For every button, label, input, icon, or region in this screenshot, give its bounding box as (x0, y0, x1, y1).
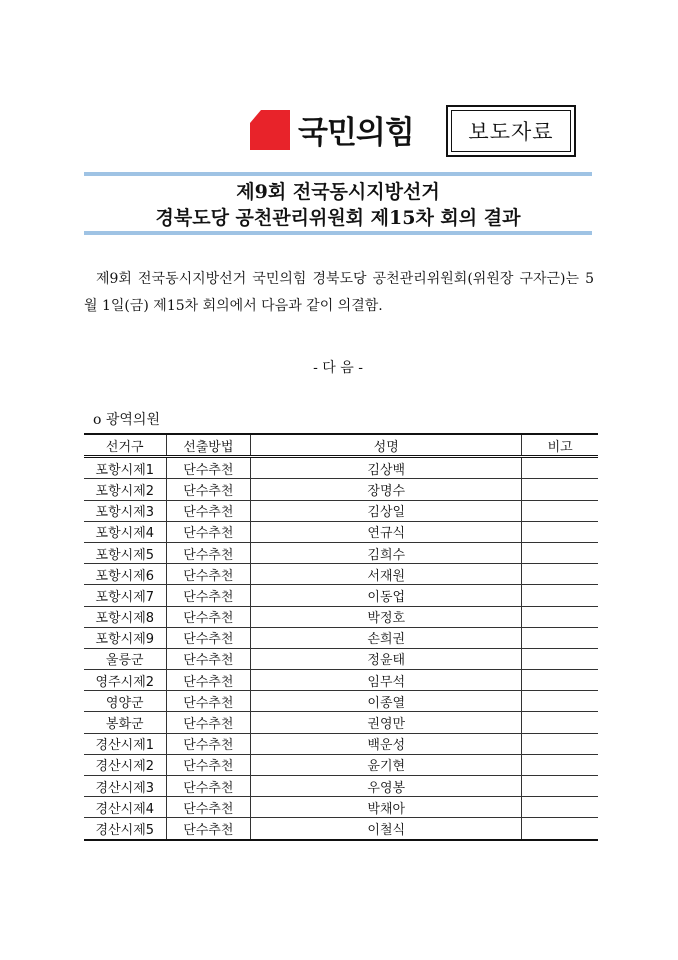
cell-remarks (522, 564, 598, 585)
cell-district: 영주시제2 (84, 670, 166, 691)
table-row (84, 776, 598, 797)
cell-method: 단수추천 (166, 542, 251, 563)
cell-remarks (522, 479, 598, 500)
cell-district: 포항시제7 (84, 585, 166, 606)
cell-name: 장명수 (251, 479, 522, 500)
cell-name: 김상일 (251, 500, 522, 521)
cell-name: 이동업 (251, 585, 522, 606)
cell-name: 연규식 (251, 521, 522, 542)
cell-name: 윤기현 (251, 754, 522, 775)
table-row (84, 818, 598, 840)
cell-district: 경산시제2 (84, 754, 166, 775)
cell-district: 울릉군 (84, 648, 166, 669)
cell-method: 단수추천 (166, 500, 251, 521)
table-row (84, 670, 598, 691)
cell-method: 단수추천 (166, 712, 251, 733)
cell-remarks (522, 500, 598, 521)
table-row (84, 797, 598, 818)
cell-remarks (522, 670, 598, 691)
cell-name: 임무석 (251, 670, 522, 691)
header-name: 성명 (251, 434, 522, 457)
cell-method: 단수추천 (166, 521, 251, 542)
cell-district: 경산시제4 (84, 797, 166, 818)
cell-method: 단수추천 (166, 627, 251, 648)
party-name: 국민의힘 (298, 115, 414, 151)
cell-district: 포항시제1 (84, 457, 166, 479)
table-row (84, 542, 598, 563)
table-row (84, 754, 598, 775)
cell-name: 권영만 (251, 712, 522, 733)
cell-district: 봉화군 (84, 712, 166, 733)
cell-remarks (522, 754, 598, 775)
cell-remarks (522, 542, 598, 563)
cell-remarks (522, 457, 598, 479)
cell-remarks (522, 585, 598, 606)
cell-remarks (522, 521, 598, 542)
cell-name: 박정호 (251, 606, 522, 627)
table-row (84, 606, 598, 627)
title-rule-bottom (84, 231, 592, 235)
table-row (84, 691, 598, 712)
cell-name: 정윤태 (251, 648, 522, 669)
cell-remarks (522, 648, 598, 669)
table-row (84, 521, 598, 542)
cell-remarks (522, 606, 598, 627)
cell-name: 손희권 (251, 627, 522, 648)
cell-method: 단수추천 (166, 479, 251, 500)
cell-method: 단수추천 (166, 670, 251, 691)
cell-name: 박채아 (251, 797, 522, 818)
cell-district: 포항시제6 (84, 564, 166, 585)
cell-method: 단수추천 (166, 797, 251, 818)
cell-district: 포항시제4 (84, 521, 166, 542)
cell-remarks (522, 776, 598, 797)
table-row (84, 457, 598, 479)
cell-remarks (522, 627, 598, 648)
cell-method: 단수추천 (166, 564, 251, 585)
cell-method: 단수추천 (166, 648, 251, 669)
cell-name: 서재원 (251, 564, 522, 585)
cell-method: 단수추천 (166, 818, 251, 840)
header-remarks: 비고 (522, 434, 598, 457)
cell-district: 포항시제3 (84, 500, 166, 521)
cell-district: 영양군 (84, 691, 166, 712)
table-row (84, 585, 598, 606)
table-row (84, 627, 598, 648)
resolution-paragraph: 제9회 전국동시지방선거 국민의힘 경북도당 공천관리위원회(위원장 구자근)는 5월 1일(금) 제15차 회의에서 다음과 같이 의결함. (84, 271, 594, 314)
cell-name: 이종열 (251, 691, 522, 712)
document-title-line2: 경북도당 공천관리위원회 제15차 회의 결과 (155, 207, 521, 229)
cell-remarks (522, 691, 598, 712)
table-row (84, 712, 598, 733)
cell-method: 단수추천 (166, 733, 251, 754)
cell-district: 포항시제9 (84, 627, 166, 648)
section-label: o 광역의원 (93, 412, 160, 428)
cell-remarks (522, 797, 598, 818)
cell-method: 단수추천 (166, 457, 251, 479)
cell-name: 김상백 (251, 457, 522, 479)
table-row (84, 733, 598, 754)
title-rule-top (84, 172, 592, 176)
cell-district: 포항시제5 (84, 542, 166, 563)
table-body (84, 457, 598, 840)
cell-district: 경산시제1 (84, 733, 166, 754)
cell-method: 단수추천 (166, 754, 251, 775)
cell-district: 경산시제5 (84, 818, 166, 840)
document-title-line1: 제9회 전국동시지방선거 (236, 181, 440, 203)
cell-remarks (522, 712, 598, 733)
table-row (84, 648, 598, 669)
header-district: 선거구 (84, 434, 166, 457)
cell-district: 포항시제2 (84, 479, 166, 500)
cell-method: 단수추천 (166, 776, 251, 797)
cell-name: 이철식 (251, 818, 522, 840)
header-method: 선출방법 (166, 434, 251, 457)
party-logo (248, 107, 414, 152)
cell-name: 김희수 (251, 542, 522, 563)
cell-method: 단수추천 (166, 585, 251, 606)
cell-method: 단수추천 (166, 691, 251, 712)
party-logo-icon (248, 108, 292, 152)
cell-district: 경산시제3 (84, 776, 166, 797)
cell-name: 우영봉 (251, 776, 522, 797)
table-row (84, 479, 598, 500)
cell-name: 백운성 (251, 733, 522, 754)
press-release-label: 보도자료 (451, 110, 571, 152)
table-row (84, 564, 598, 585)
cell-method: 단수추천 (166, 606, 251, 627)
following-separator: - 다 음 - (313, 360, 363, 376)
cell-remarks (522, 733, 598, 754)
document-header (0, 0, 678, 170)
table-header-row (84, 434, 598, 457)
press-release-badge (446, 105, 576, 157)
table-row (84, 500, 598, 521)
cell-district: 포항시제8 (84, 606, 166, 627)
cell-remarks (522, 818, 598, 840)
candidate-table (84, 433, 598, 841)
